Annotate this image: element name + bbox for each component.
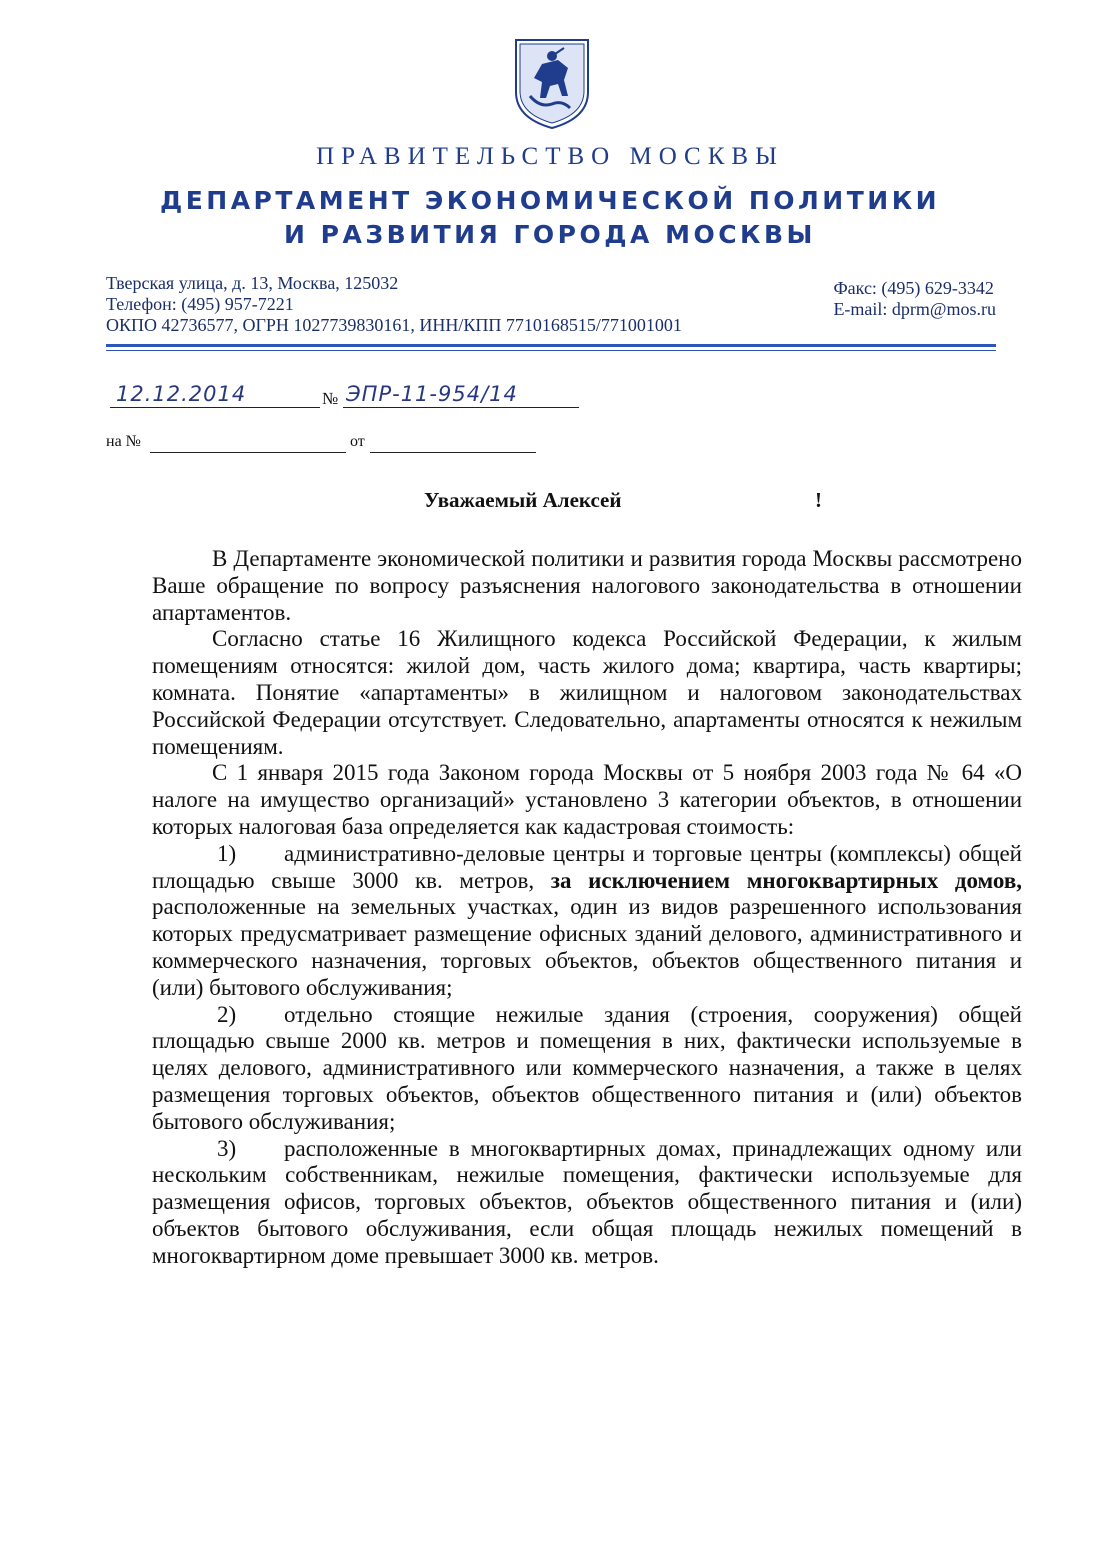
list-item-2-number: 2) <box>217 1001 237 1027</box>
list-item-3-number: 3) <box>217 1135 237 1161</box>
number-sign: № <box>322 389 339 408</box>
list-item-2-text: отдельно стоящие нежилые здания (строения, сооружения) общей площадью свыше 2000 кв. метров и помещения в них, фактически используемые в целях делового, административного или коммерческого назначения, а также в целях размещения торговых объектов, объектов общественного питания и (или) объектов бытового обслуживания; <box>152 1001 1022 1134</box>
list-item-3 <box>152 1136 1022 1270</box>
fax: Факс: (495) 629-3342 <box>833 278 994 298</box>
from-label: от <box>350 433 365 450</box>
header-divider-thin <box>106 350 996 351</box>
number-underline <box>343 407 579 408</box>
paragraph-3: С 1 января 2015 года Законом города Москвы от 5 ноября 2003 года № 64 «О налоге на имущество организаций» установлено 3 категории объектов, в отношении которых налоговая база определяется как кадастровая стоимость: <box>152 760 1022 839</box>
reply-to-label: на № <box>106 433 141 450</box>
department-title-line2: И РАЗВИТИЯ ГОРОДА МОСКВЫ <box>284 220 816 249</box>
list-item-1-bold: за исключением многоквартирных домов, <box>550 867 1023 893</box>
government-title: ПРАВИТЕЛЬСТВО МОСКВЫ <box>316 143 784 170</box>
list-item-1-text-b: расположенные на земельных участках, один из видов разрешенного использования которых предусматривает размещение офисных зданий делового, административного и коммерческого назначения, торговых объектов, объектов общественного питания и (или) бытового обслуживания; <box>152 894 1022 1000</box>
letter-number: ЭПР-11-954/14 <box>346 382 518 406</box>
paragraph-1: В Департаменте экономической политики и развития города Москвы рассмотрено Ваше обращение по вопросу разъяснения налогового законодательства в отношении апартаментов. <box>152 546 1022 625</box>
greeting-exclamation: ! <box>815 488 822 512</box>
list-item-1-number: 1) <box>217 840 237 866</box>
letter-date: 12.12.2014 <box>116 382 247 406</box>
contact-block-left <box>106 273 682 336</box>
paragraph-2: Согласно статье 16 Жилищного кодекса Российской Федерации, к жилым помещениям относятся: жилой дом, часть жилого дома; квартира, часть квартиры; комната. Понятие «апартаменты» в жилищном и налоговом законодательствах Российской Федерации отсутствует. Следовательно, апартаменты относятся к нежилым помещениям. <box>152 626 1022 759</box>
greeting: Уважаемый Алексей <box>424 488 622 512</box>
list-item-3-text: расположенные в многоквартирных домах, принадлежащих одному или нескольким собственникам, нежилые помещения, фактически используемые для размещения офисов, торговых объектов, объектов общественного питания и (или) объектов бытового обслуживания, если общая площадь нежилых помещений в многоквартирном доме превышает 3000 кв. метров. <box>152 1135 1022 1268</box>
reply-to-underline <box>150 452 346 453</box>
address: Тверская улица, д. 13, Москва, 125032 <box>106 273 399 293</box>
contact-block-right <box>833 278 996 320</box>
from-underline <box>370 452 536 453</box>
letter-body <box>152 546 1022 1270</box>
phone: Телефон: (495) 957-7221 <box>106 294 294 314</box>
header-divider-thick <box>106 344 996 347</box>
moscow-coat-of-arms-icon <box>512 34 592 130</box>
list-item-1-text-a: административно-деловые центры и торговые центры (комплексы) общей площадью свыше 3000 кв. метров, <box>152 840 1022 893</box>
registry-codes: ОКПО 42736577, ОГРН 1027739830161, ИНН/КПП 7710168515/771001001 <box>106 315 682 335</box>
list-item-2 <box>152 1002 1022 1136</box>
date-underline <box>110 407 320 408</box>
email: E-mail: dprm@mos.ru <box>833 299 996 319</box>
department-title-line1: ДЕПАРТАМЕНТ ЭКОНОМИЧЕСКОЙ ПОЛИТИКИ <box>159 186 941 215</box>
list-item-1 <box>152 841 1022 1002</box>
